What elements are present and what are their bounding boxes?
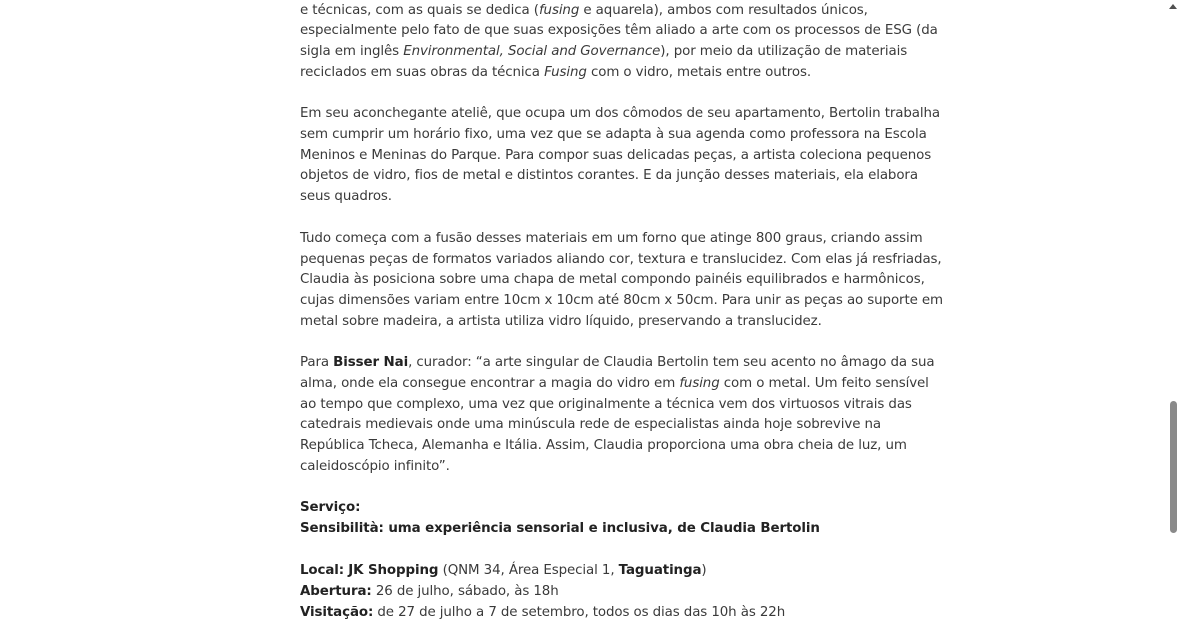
- vertical-scrollbar[interactable]: [1166, 0, 1181, 631]
- text-line: pequenas peças de formatos variados aliando cor, textura e translucidez. Com elas já resfriadas,: [300, 252, 942, 267]
- text-line: sem cumprir um horário fixo, uma vez que se adapta à sua agenda como professora na Escola: [300, 127, 927, 142]
- info-value: de 27 de julho a 7 de setembro, todos os dias das 10h às 22h: [373, 605, 786, 620]
- text-line: [300, 1, 868, 22]
- info-abertura: [300, 582, 559, 603]
- text-line: [300, 353, 935, 374]
- text-line: [300, 42, 907, 63]
- text-span: reciclados em suas obras da técnica: [300, 65, 545, 80]
- info-visitacao: [300, 603, 785, 624]
- text-line: catedrais medievais onde uma minúscula rede de especialistas ainda hoje sobrevive na: [300, 417, 881, 432]
- text-span: Para: [300, 355, 334, 370]
- text-line: [300, 374, 929, 395]
- text-line: [300, 63, 811, 84]
- scroll-up-arrow-icon[interactable]: [1169, 4, 1177, 9]
- exhibition-title: Sensibilità: uma experiência sensorial e inclusiva, de Claudia Bertolin: [300, 521, 820, 536]
- text-line: cujas dimensões variam entre 10cm x 10cm até 80cm x 50cm. Para unir as peças ao suporte em: [300, 293, 943, 308]
- text-line: metal sobre madeira, a artista utiliza vidro líquido, preservando a translucidez.: [300, 314, 822, 329]
- text-line: caleidoscópio infinito”.: [300, 459, 450, 474]
- service-heading: Serviço:: [300, 500, 361, 515]
- info-local: [300, 561, 707, 582]
- scrollbar-thumb[interactable]: [1170, 401, 1177, 533]
- text-line: Meninos e Meninas do Parque. Para compor suas delicadas peças, a artista coleciona pequenos: [300, 148, 932, 163]
- italic-term: fusing: [679, 376, 720, 391]
- text-span: (QNM 34, Área Especial 1,: [438, 563, 619, 578]
- text-span: ), por meio da utilização de materiais: [660, 44, 908, 59]
- text-line: seus quadros.: [300, 189, 392, 204]
- curator-name: Bisser Nai: [333, 355, 409, 370]
- text-span: e técnicas, com as quais se dedica (: [300, 3, 539, 18]
- text-span: com o vidro, metais entre outros.: [586, 65, 811, 80]
- text-line: República Tcheca, Alemanha e Itália. Assim, Claudia proporciona uma obra cheia de luz, um: [300, 438, 907, 453]
- text-line: Em seu aconchegante ateliê, que ocupa um dos cômodos de seu apartamento, Bertolin trabalha: [300, 106, 940, 121]
- text-line: objetos de vidro, fios de metal e distintos corantes. E da junção desses materiais, ela elabora: [300, 168, 918, 183]
- text-line: Claudia às posiciona sobre uma chapa de metal compondo painéis equilibrados e harmônicos,: [300, 272, 925, 287]
- text-span: alma, onde ela consegue encontrar a magia do vidro em: [300, 376, 680, 391]
- italic-term: fusing: [538, 3, 580, 18]
- info-label: Visitação:: [300, 605, 374, 620]
- italic-term: Fusing: [544, 65, 587, 80]
- text-line: Tudo começa com a fusão desses materiais em um forno que atinge 800 graus, criando assim: [300, 231, 923, 246]
- city-name: Taguatinga: [618, 563, 702, 578]
- info-value: 26 de julho, sábado, às 18h: [371, 584, 559, 599]
- info-label: Abertura:: [300, 584, 372, 599]
- venue-name: JK Shopping: [348, 563, 439, 578]
- italic-term: Environmental, Social and Governance: [403, 44, 661, 59]
- text-span: ): [701, 563, 707, 578]
- text-span: e aquarela), ambos com resultados únicos,: [579, 3, 868, 18]
- text-span: , curador: “a arte singular de Claudia Bertolin tem seu acento no âmago da sua: [408, 355, 935, 370]
- info-label: Local:: [300, 563, 345, 578]
- text-span: sigla em inglês: [300, 44, 404, 59]
- text-span: com o metal. Um feito sensível: [719, 376, 929, 391]
- text-line: ao tempo que complexo, uma vez que originalmente a técnica vem dos virtuosos vitrais das: [300, 397, 912, 412]
- text-line: especialmente pelo fato de que suas exposições têm aliado a arte com os processos de ESG (da: [300, 23, 938, 38]
